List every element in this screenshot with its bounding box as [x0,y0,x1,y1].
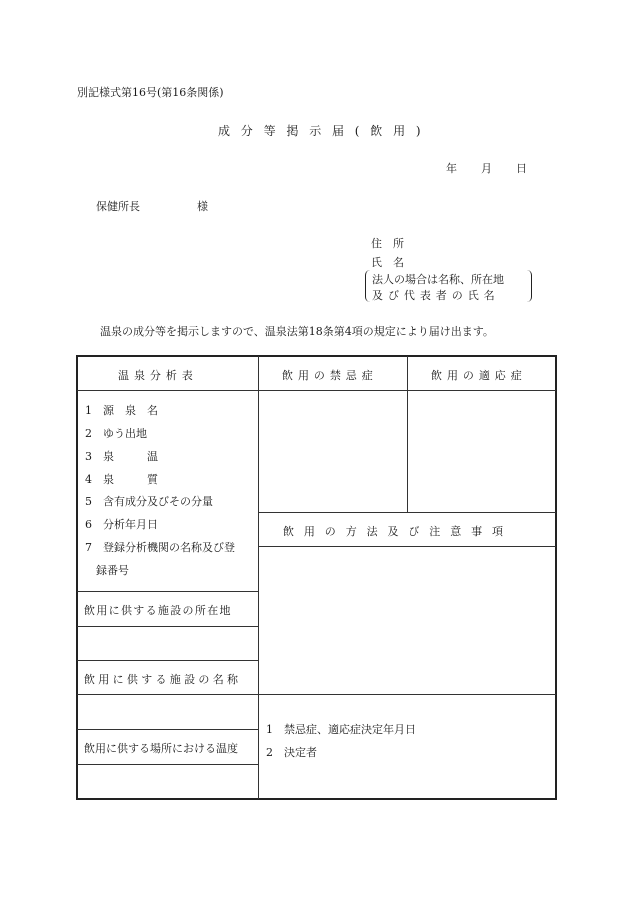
address-label: 住 所 [371,237,404,250]
analysis-item: 4 泉 質 [85,473,158,486]
header-analysis: 温泉分析表 [118,369,198,382]
corporation-note-line2: 及び代表者の氏名 [372,289,500,302]
column-divider-right [407,356,408,513]
body-statement: 温泉の成分等を掲示しますので、温泉法第18条第4項の規定により届け出ます。 [100,325,494,338]
method-header-bottom [259,546,556,547]
column-divider-main [258,356,259,799]
header-contraindications: 飲用の禁忌症 [282,369,378,382]
place-temperature-label: 飲用に供する場所における温度 [84,742,238,755]
analysis-item: 7 登録分析機関の名称及び登 [85,541,235,554]
decision-item: 2 決定者 [266,746,317,759]
method-header: 飲用の方法及び注意事項 [283,525,513,538]
date-day: 日 [516,162,527,175]
left-row-divider-3 [77,660,258,661]
left-row-divider-2 [77,626,258,627]
facility-location-label: 飲用に供する施設の所在地 [84,604,232,617]
form-title: 成分等掲示届(飲用) [218,124,432,138]
header-indications: 飲用の適応症 [431,369,527,382]
date-year: 年 [446,162,457,175]
honorific: 様 [197,200,208,213]
method-header-top [259,512,556,513]
analysis-item: 録番号 [85,564,129,577]
name-label: 氏 名 [371,256,404,269]
decision-row-divider [77,694,556,695]
corporation-note-line1: 法人の場合は名称、所在地 [372,273,504,286]
analysis-item: 2 ゆう出地 [85,427,147,440]
left-row-divider-5 [77,764,258,765]
header-row-divider [77,390,556,391]
facility-name-label: 飲用に供する施設の名称 [84,673,242,686]
left-row-divider-1 [77,591,258,592]
analysis-item: 1 源 泉 名 [85,404,158,417]
decision-item: 1 禁忌症、適応症決定年月日 [266,723,416,736]
analysis-item: 5 含有成分及びその分量 [85,495,213,508]
left-row-divider-4 [77,729,258,730]
addressee: 保健所長 [96,200,140,213]
analysis-item: 6 分析年月日 [85,518,158,531]
date-month: 月 [481,162,492,175]
analysis-item: 3 泉 温 [85,450,158,463]
form-number: 別記様式第16号(第16条関係) [77,86,224,99]
